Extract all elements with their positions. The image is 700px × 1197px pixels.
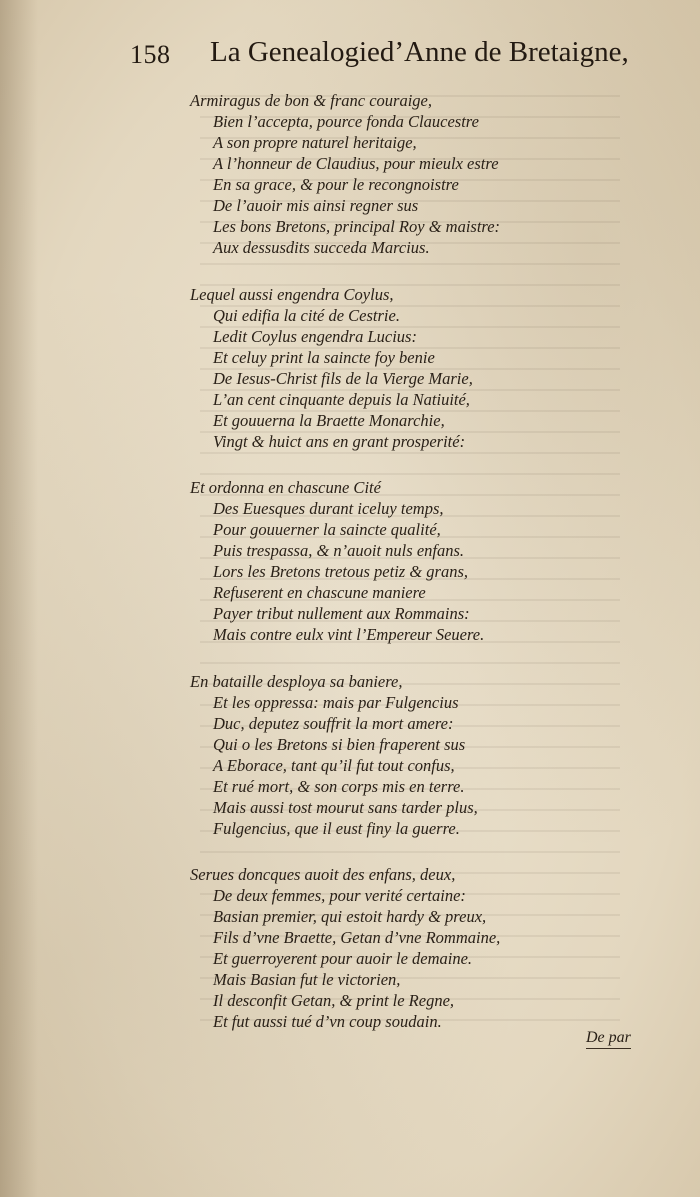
stanza [190, 90, 660, 258]
verse-line: Fulgencius, que il eust finy la guerre. [213, 818, 460, 838]
page-number: 158 [130, 40, 171, 69]
verse-line: Et guerroyerent pour auoir le demaine. [213, 949, 473, 968]
verse-line: En bataille desploya sa baniere, [190, 671, 403, 691]
verse-line: Qui o les Bretons si bien fraperent sus [213, 734, 466, 754]
verse-line: Et rué mort, & son corps mis en terre. [213, 776, 465, 796]
verse-line: Ledit Coylus engendra Lucius: [213, 326, 417, 346]
verse-line: A son propre naturel heritaige, [213, 133, 417, 152]
verse-line: Et gouuerna la Braette Monarchie, [213, 410, 445, 430]
stanza [190, 477, 660, 645]
stanza [190, 864, 660, 1032]
stanza [190, 671, 660, 839]
verse-line: Puis trespassa, & n’auoit nuls enfans. [213, 541, 465, 560]
verse-line: Qui edifia la cité de Cestrie. [213, 305, 400, 325]
verse-line: Et les oppressa: mais par Fulgencius [213, 692, 459, 712]
verse-line: Payer tribut nullement aux Rommains: [213, 604, 470, 623]
stanza [190, 284, 660, 452]
verse-line: Des Euesques durant iceluy temps, [213, 499, 444, 518]
verse-line: Lequel aussi engendra Coylus, [190, 284, 394, 304]
verse-line: De deux femmes, pour verité certaine: [213, 886, 466, 905]
catchword: De par [586, 1029, 631, 1049]
verse-line: Armiragus de bon & franc couraige, [190, 91, 432, 110]
verse-line: Mais Basian fut le victorien, [213, 970, 401, 989]
verse-line: Aux dessusdits succeda Marcius. [213, 238, 430, 257]
running-title: La Genealogied’Anne de Bretaigne, [210, 36, 629, 68]
verse-line: Il desconfit Getan, & print le Regne, [213, 991, 455, 1010]
poem-body [190, 90, 660, 1058]
verse-line: Lors les Bretons tretous petiz & grans, [213, 562, 469, 581]
binding-gutter [0, 0, 38, 1197]
verse-line: Serues doncques auoit des enfans, deux, [190, 865, 456, 884]
verse-line: En sa grace, & pour le recongnoistre [213, 175, 459, 194]
verse-line: Basian premier, qui estoit hardy & preux, [213, 907, 487, 926]
verse-line: A Eborace, tant qu’il fut tout confus, [213, 755, 455, 775]
verse-line: Mais contre eulx vint l’Empereur Seuere. [213, 625, 485, 644]
verse-line: Refuserent en chascune maniere [213, 583, 426, 602]
verse-line: Pour gouuerner la saincte qualité, [213, 520, 441, 539]
page-header [130, 34, 650, 78]
verse-line: A l’honneur de Claudius, pour mieulx estre [213, 154, 499, 173]
verse-line: Mais aussi tost mourut sans tarder plus, [213, 797, 478, 817]
verse-line: Les bons Bretons, principal Roy & maistre: [213, 217, 501, 236]
verse-line: Duc, deputez souffrit la mort amere: [213, 713, 454, 733]
verse-line: Vingt & huict ans en grant prosperité: [213, 431, 466, 451]
verse-line: Bien l’accepta, pource fonda Claucestre [213, 112, 479, 131]
verse-line: Et celuy print la saincte foy benie [213, 347, 435, 367]
verse-line: L’an cent cinquante depuis la Natiuité, [213, 389, 470, 409]
verse-line: De l’auoir mis ainsi regner sus [213, 196, 419, 215]
verse-line: Fils d’vne Braette, Getan d’vne Rommaine, [213, 928, 501, 947]
verse-line: Et fut aussi tué d’vn coup soudain. [213, 1012, 442, 1031]
verse-line: De Iesus-Christ fils de la Vierge Marie, [213, 368, 473, 388]
verse-line: Et ordonna en chascune Cité [190, 478, 381, 497]
